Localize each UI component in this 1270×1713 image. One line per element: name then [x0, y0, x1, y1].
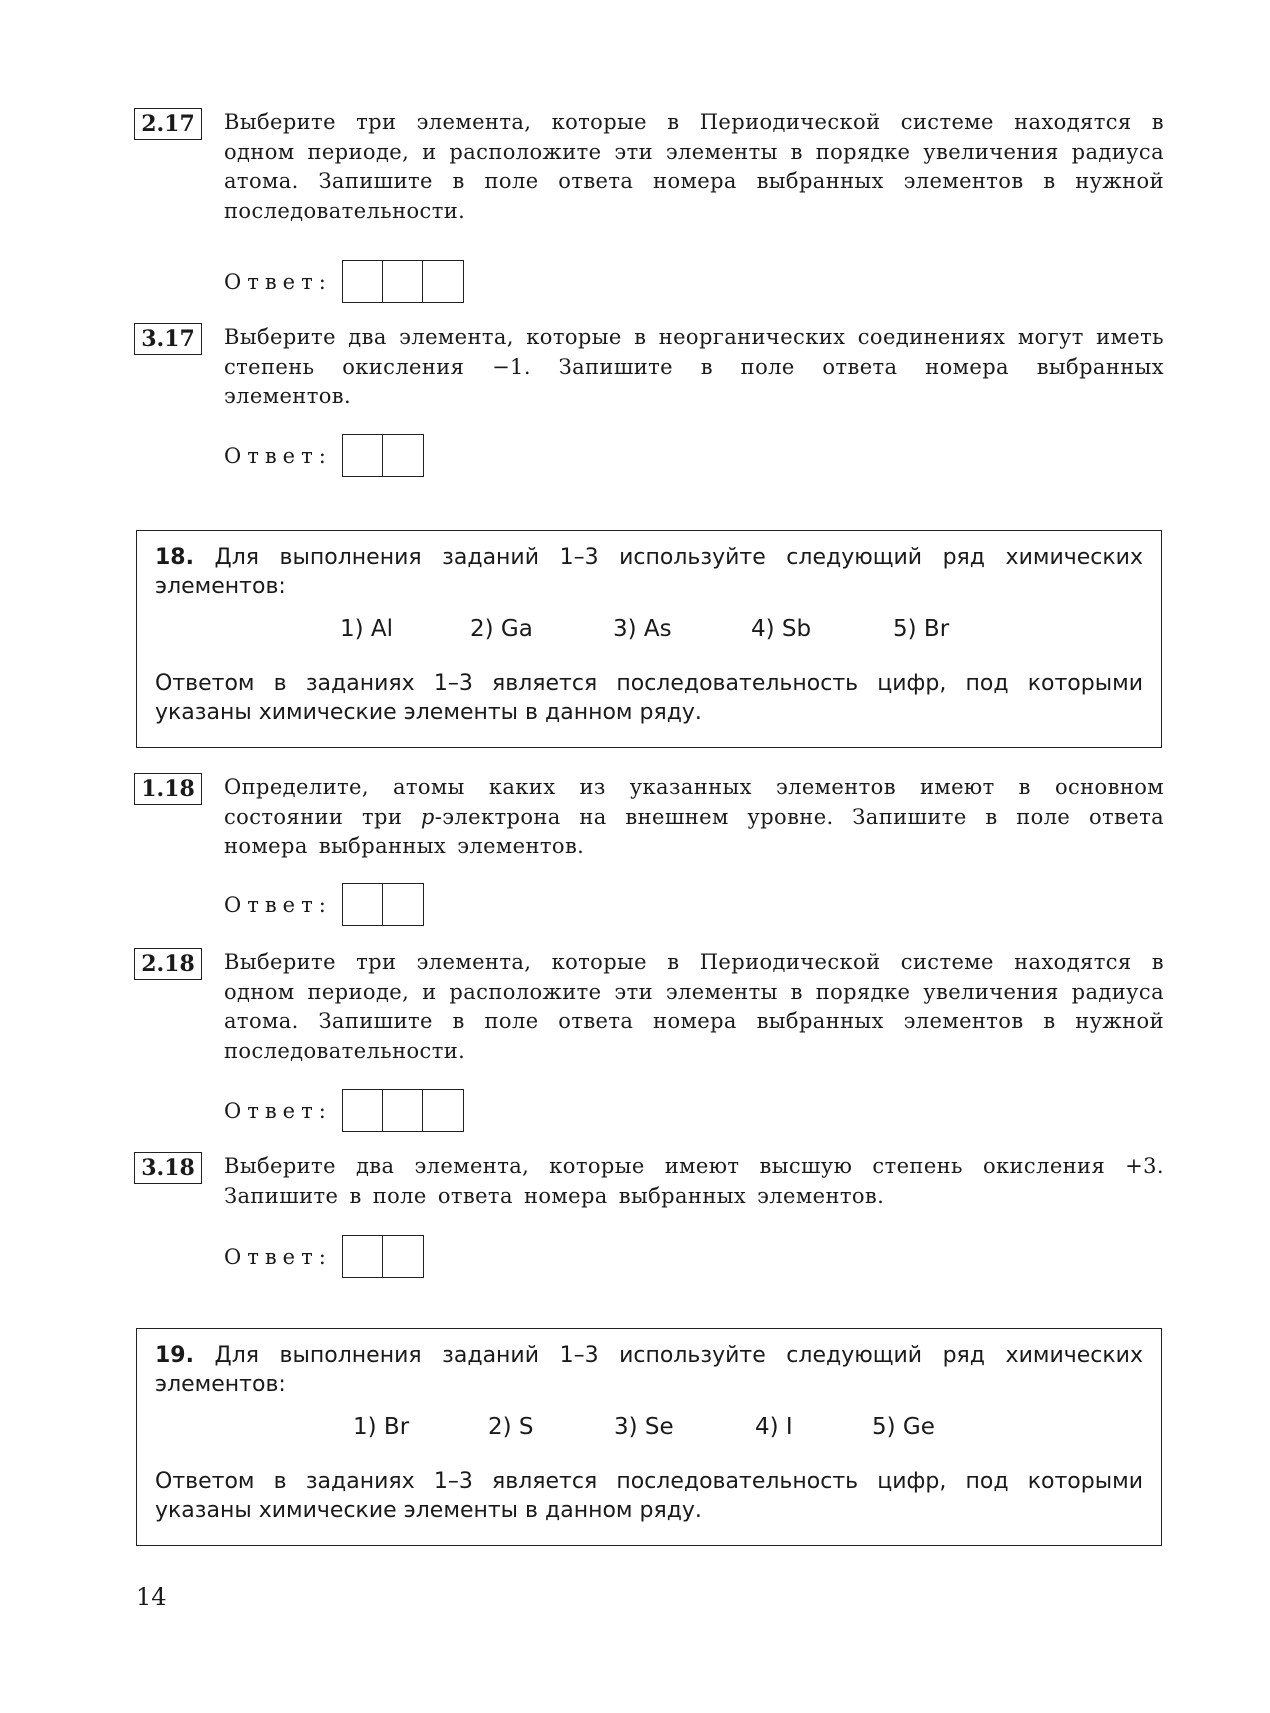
info-outro: Ответом в заданиях 1–3 является последовательность цифр, под которыми указаны химические элементы в данном ряду.: [155, 1469, 1143, 1523]
answer-row: [224, 260, 464, 303]
answer-cell[interactable]: [383, 1090, 423, 1131]
task-text: Выберите два элемента, которые в неорганических соединениях могут иметь степень окисления −1. Запишите в поле ответа номера выбранных элементов.: [224, 325, 1164, 408]
answer-label: Ответ:: [224, 269, 332, 294]
info-intro: [155, 1341, 1143, 1399]
answer-cell[interactable]: [383, 435, 423, 476]
page-number: 14: [136, 1583, 167, 1611]
info-block-19: [136, 1328, 1162, 1546]
answer-cells[interactable]: [342, 260, 464, 303]
info-block-18: [136, 530, 1162, 748]
task-text: Выберите три элемента, которые в Периодической системе находятся в одном периоде, и расположите эти элементы в порядке увеличения радиуса атома. Запишите в поле ответа номера выбранных элементов в нужной последовательности.: [224, 950, 1164, 1063]
task-text-part: Определите, атомы каких из указанных элементов имеют в основном состоянии три: [224, 775, 1164, 829]
answer-row: [224, 883, 424, 926]
task-number: 3.18: [134, 1152, 202, 1184]
answer-label: Ответ:: [224, 1098, 332, 1123]
intro-text: Для выполнения заданий 1–3 используйте следующий ряд химических элементов:: [155, 1343, 1143, 1397]
info-outro: Ответом в заданиях 1–3 является последовательность цифр, под которыми указаны химические элементы в данном ряду.: [155, 671, 1143, 725]
element-item: 2) S: [488, 1413, 534, 1440]
answer-label: Ответ:: [224, 892, 332, 917]
intro-text: Для выполнения заданий 1–3 используйте следующий ряд химических элементов:: [155, 545, 1143, 599]
element-item: 5) Ge: [872, 1413, 935, 1440]
task-text: Выберите два элемента, которые имеют высшую степень окисления +3. Запишите в поле ответа номера выбранных элементов.: [224, 1154, 1164, 1208]
answer-cells[interactable]: [342, 1089, 464, 1132]
block-number: 18.: [155, 545, 194, 570]
element-item: 1) Al: [340, 615, 394, 642]
answer-row: [224, 434, 424, 477]
answer-cell[interactable]: [343, 1236, 383, 1277]
task-number: 2.17: [134, 108, 202, 140]
answer-cell[interactable]: [343, 884, 383, 925]
element-item: 4) Sb: [751, 615, 812, 642]
answer-cells[interactable]: [342, 1235, 424, 1278]
answer-cell[interactable]: [383, 261, 423, 302]
element-item: 3) As: [613, 615, 672, 642]
element-item: 1) Br: [353, 1413, 410, 1440]
answer-cells[interactable]: [342, 883, 424, 926]
answer-cell[interactable]: [423, 261, 463, 302]
answer-row: [224, 1089, 464, 1132]
task-text: Выберите три элемента, которые в Периодической системе находятся в одном периоде, и расположите эти элементы в порядке увеличения радиуса атома. Запишите в поле ответа номера выбранных элементов в нужной последовательности.: [224, 110, 1164, 223]
task-number: 1.18: [134, 773, 202, 805]
answer-label: Ответ:: [224, 1244, 332, 1269]
element-item: 5) Br: [893, 615, 950, 642]
element-item: 3) Se: [614, 1413, 674, 1440]
task-number: 2.18: [134, 948, 202, 980]
task-text: [224, 773, 1164, 862]
answer-cell[interactable]: [343, 435, 383, 476]
block-number: 19.: [155, 1343, 194, 1368]
answer-cell[interactable]: [343, 261, 383, 302]
answer-row: [224, 1235, 424, 1278]
info-intro: [155, 543, 1143, 601]
answer-cell[interactable]: [343, 1090, 383, 1131]
answer-cells[interactable]: [342, 434, 424, 477]
element-list: [155, 1399, 1143, 1455]
element-item: 2) Ga: [470, 615, 533, 642]
task-text-part: -электрона на внешнем уровне. Запишите в поле ответа номера выбранных элементов.: [224, 804, 1165, 858]
task-text-italic: p: [420, 804, 435, 829]
answer-cell[interactable]: [383, 884, 423, 925]
task-number: 3.17: [134, 323, 202, 355]
element-item: 4) I: [755, 1413, 793, 1440]
answer-cell[interactable]: [383, 1236, 423, 1277]
element-list: [155, 601, 1143, 657]
answer-label: Ответ:: [224, 443, 332, 468]
answer-cell[interactable]: [423, 1090, 463, 1131]
